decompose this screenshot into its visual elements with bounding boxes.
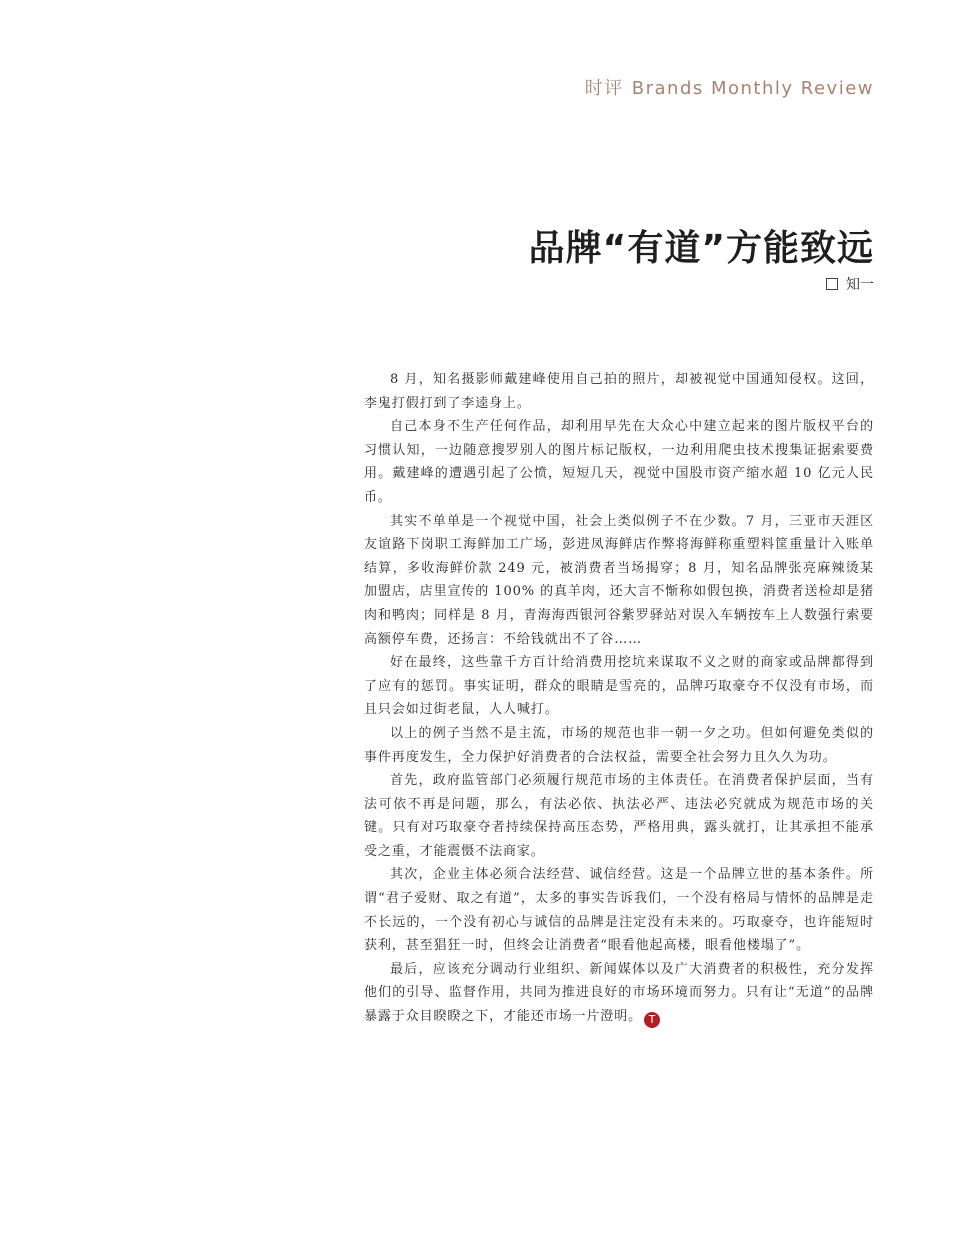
paragraph-8 <box>364 958 874 1029</box>
paragraph-5: 以上的例子当然不是主流，市场的规范也非一朝一夕之功。但如何避免类似的事件再度发生，全力保护好消费者的合法权益，需要全社会努力且久久为功。 <box>364 725 874 765</box>
author-byline <box>826 274 874 294</box>
square-bullet-icon <box>826 278 838 290</box>
section-header <box>585 74 874 100</box>
section-label-cn: 时评 <box>584 78 624 99</box>
paragraph-3: 其实不单单是一个视觉中国，社会上类似例子不在少数。7 月，三亚市天涯区友谊路下岗职工海鲜加工广场，彭进凤海鲜店作弊将海鲜称重塑料筐重量计入账单结算，多收海鲜价款 249 元，被消费者当场揭穿；8 月，知名品牌张亮麻辣烫某加盟店，店里宣传的 100% 的真羊肉，还大言不惭称如假包换，消费者送检却是猪肉和鸭肉；同样是 8 月，青海海西银河谷紫罗驿站对误入车辆按车上人数强行索要高额停车费，还扬言：不给钱就出不了谷…… <box>364 513 874 647</box>
author-name: 知一 <box>846 277 874 293</box>
paragraph-7: 其次，企业主体必须合法经营、诚信经营。这是一个品牌立世的基本条件。所谓“君子爱财、取之有道”，太多的事实告诉我们，一个没有格局与情怀的品牌是走不长远的，一个没有初心与诚信的品牌是注定没有未来的。巧取豪夺，也许能短时获利，甚至猖狂一时，但终会让消费者“眼看他起高楼，眼看他楼塌了”。 <box>364 867 874 954</box>
paragraph-8-text: 最后，应该充分调动行业组织、新闻媒体以及广大消费者的积极性，充分发挥他们的引导、监督作用，共同为推进良好的市场环境而努力。只有让“无道”的品牌暴露于众目睽睽之下，才能还市场一片澄明。 <box>364 961 874 1025</box>
article-title: 品牌“有道”方能致远 <box>528 228 874 269</box>
paragraph-4: 好在最终，这些靠千方百计给消费用挖坑来谋取不义之财的商家或品牌都得到了应有的惩罚。事实证明，群众的眼睛是雪亮的，品牌巧取豪夺不仅没有市场，而且只会如过街老鼠，人人喊打。 <box>364 655 874 718</box>
paragraph-1: 8 月，知名摄影师戴建峰使用自己拍的照片，却被视觉中国通知侵权。这回，李鬼打假打到了李逵身上。 <box>364 372 874 411</box>
end-mark-icon: T <box>644 1012 660 1028</box>
paragraph-2: 自己本身不生产任何作品，却利用早先在大众心中建立起来的图片版权平台的习惯认知，一边随意搜罗别人的图片标记版权，一边利用爬虫技术搜集证据索要费用。戴建峰的遭遇引起了公愤，短短几天，视觉中国股市资产缩水超 10 亿元人民币。 <box>364 419 874 505</box>
paragraph-6: 首先，政府监管部门必须履行规范市场的主体责任。在消费者保护层面，当有法可依不再是问题，那么，有法必依、执法必严、违法必究就成为规范市场的关键。只有对巧取豪夺者持续保持高压态势，严格用典，露头就打，让其承担不能承受之重，才能震慑不法商家。 <box>364 773 874 859</box>
section-label-en: Brands Monthly Review <box>631 78 874 99</box>
article-body <box>364 368 874 1029</box>
